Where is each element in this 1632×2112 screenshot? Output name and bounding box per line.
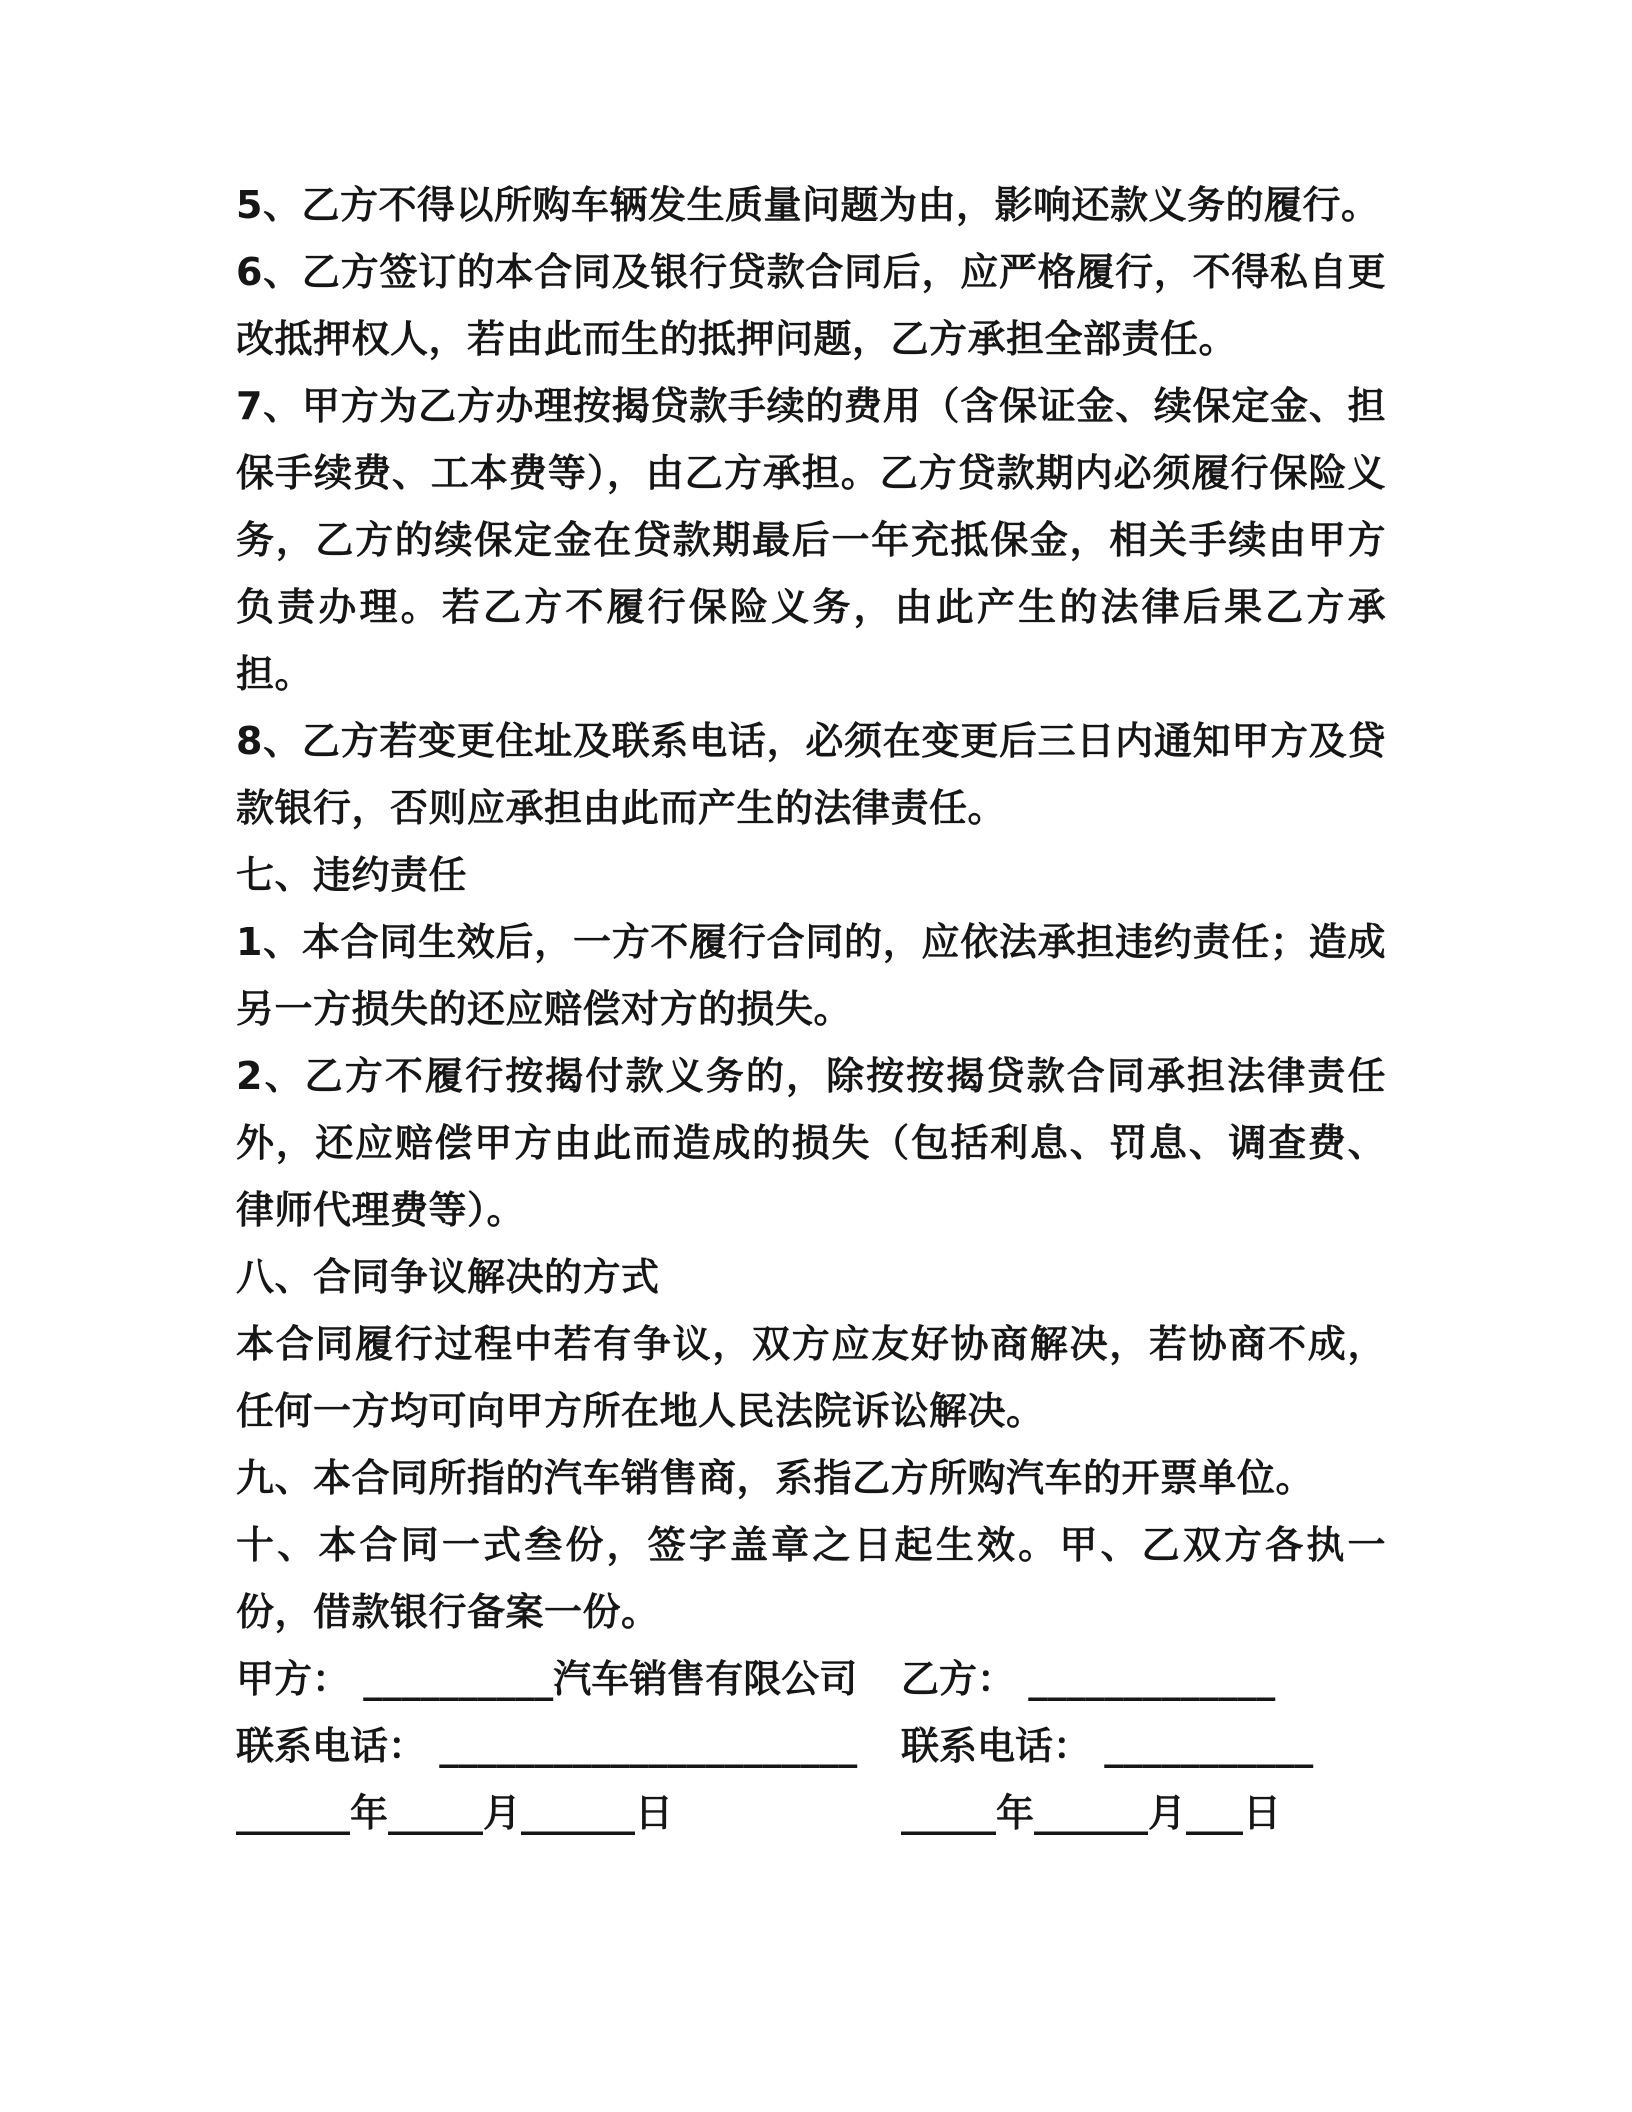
signature-row-phones [236,1713,1386,1780]
signature-block [236,1646,1386,1847]
party-b-line: 乙方： _____________ [901,1657,1276,1701]
contract-clauses [236,172,1386,1646]
party-a-line: 甲方： __________汽车销售有限公司 [236,1657,858,1701]
clause-7: 7、甲方为乙方办理按揭贷款手续的费用（含保证金、续保定金、担保手续费、工本费等），由乙方承担。乙方贷款期内必须履行保险义务，乙方的续保定金在贷款期最后一年充抵保金，相关手续由甲方负责办理。若乙方不履行保险义务，由此产生的法律后果乙方承担。 [236,384,1386,696]
dispute-resolution-paragraph: 本合同履行过程中若有争议，双方应友好协商解决，若协商不成，任何一方均可向甲方所在地人民法院诉讼解决。 [236,1322,1386,1433]
party-a-phone-line: 联系电话： ______________________ [236,1724,858,1768]
party-b-phone-line: 联系电话： ___________ [901,1724,1314,1768]
clause-10: 十、本合同一式叁份，签字盖章之日起生效。甲、乙双方各执一份，借款银行备案一份。 [236,1523,1386,1634]
clause-5: 5、乙方不得以所购车辆发生质量问题为由，影响还款义务的履行。 [236,183,1380,227]
party-a-date-line: ______年_____月______日 [236,1791,674,1835]
party-b-date-line: _____年______月___日 [901,1791,1282,1835]
signature-row-parties [236,1646,1386,1713]
liability-clause-2: 2、乙方不履行按揭付款义务的，除按按揭贷款合同承担法律责任外，还应赔偿甲方由此而造成的损失（包括利息、罚息、调查费、律师代理费等）。 [236,1054,1386,1232]
section-7-heading: 七、违约责任 [236,853,468,897]
section-8-heading: 八、合同争议解决的方式 [236,1255,660,1299]
signature-row-dates [236,1780,1386,1847]
liability-clause-1: 1、本合同生效后，一方不履行合同的，应依法承担违约责任；造成另一方损失的还应赔偿对方的损失。 [236,920,1386,1031]
clause-9: 九、本合同所指的汽车销售商，系指乙方所购汽车的开票单位。 [236,1456,1315,1500]
clause-6: 6、乙方签订的本合同及银行贷款合同后，应严格履行，不得私自更改抵押权人，若由此而生的抵押问题，乙方承担全部责任。 [236,250,1386,361]
clause-8: 8、乙方若变更住址及联系电话，必须在变更后三日内通知甲方及贷款银行，否则应承担由此而产生的法律责任。 [236,719,1386,830]
